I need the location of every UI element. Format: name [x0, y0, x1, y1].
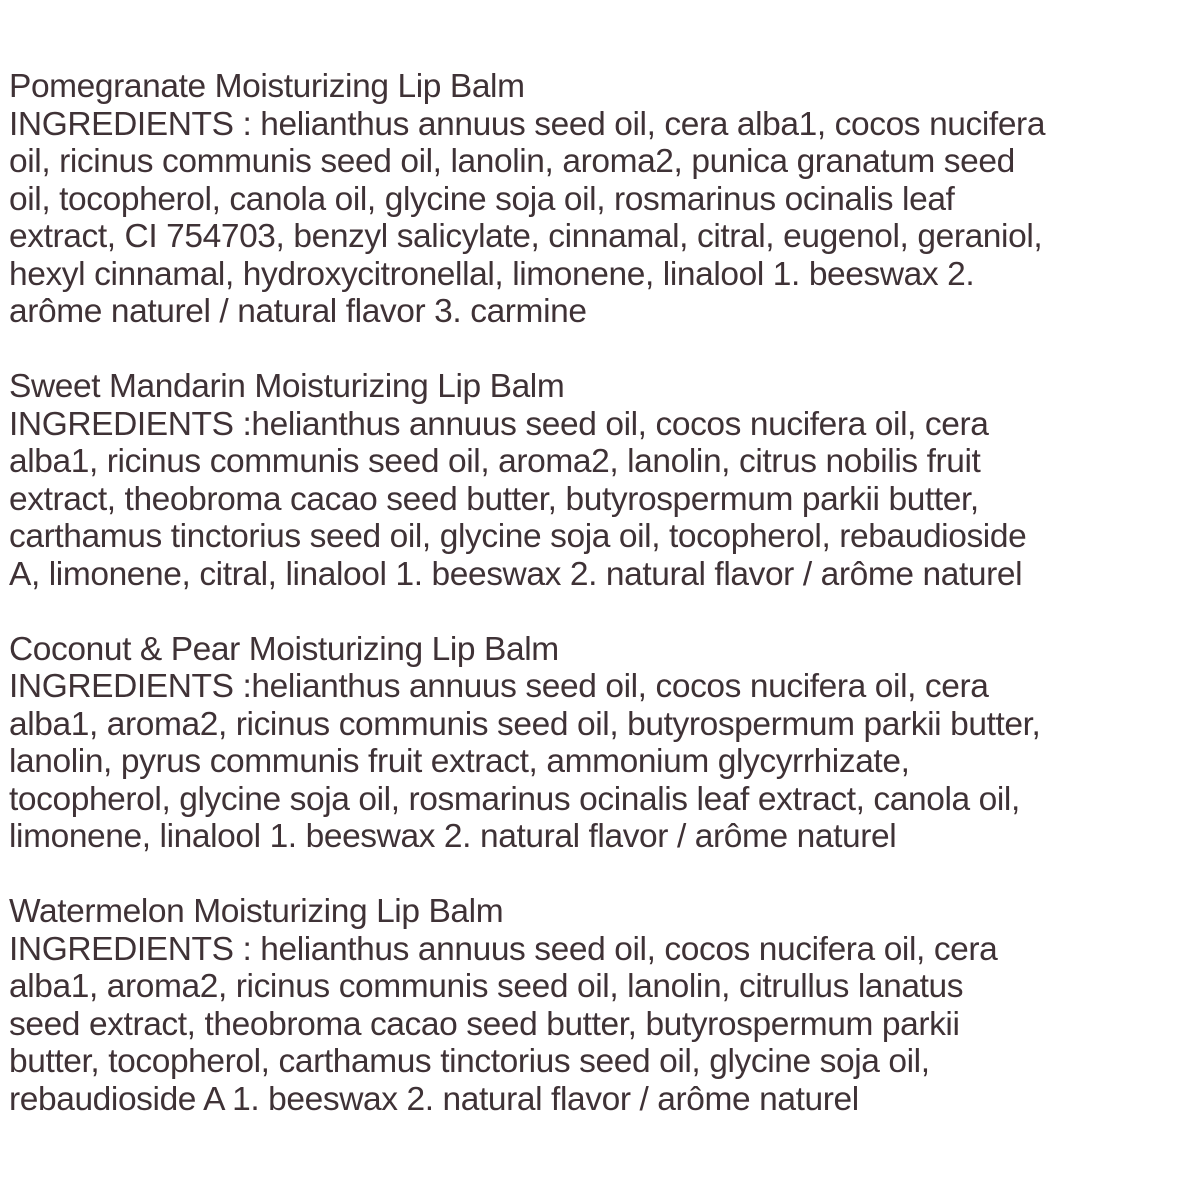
- ingredients-line: oil, ricinus communis seed oil, lanolin, aroma2, punica granatum seed: [9, 143, 1015, 180]
- product-coconut-pear: [9, 631, 1197, 856]
- ingredients-line: alba1, aroma2, ricinus communis seed oil, lanolin, citrullus lanatus: [9, 968, 964, 1005]
- ingredients-line: hexyl cinnamal, hydroxycitronellal, limonene, linalool 1. beeswax 2.: [9, 255, 975, 293]
- product-title: Pomegranate Moisturizing Lip Balm: [9, 68, 525, 105]
- ingredients-line: butter, tocopherol, carthamus tinctorius seed oil, glycine soja oil,: [9, 1043, 930, 1080]
- product-sweet-mandarin: [9, 368, 1197, 593]
- product-title: Coconut & Pear Moisturizing Lip Balm: [9, 630, 559, 668]
- ingredient-list-document: [9, 68, 1197, 1118]
- product-title: Sweet Mandarin Moisturizing Lip Balm: [9, 368, 565, 405]
- product-title: Watermelon Moisturizing Lip Balm: [9, 893, 504, 930]
- ingredients-line: tocopherol, glycine soja oil, rosmarinus ocinalis leaf extract, canola oil,: [9, 780, 1020, 818]
- ingredients-line: oil, tocopherol, canola oil, glycine soja oil, rosmarinus ocinalis leaf: [9, 180, 955, 218]
- product-pomegranate: [9, 68, 1197, 331]
- ingredients-line: carthamus tinctorius seed oil, glycine soja oil, tocopherol, rebaudioside: [9, 518, 1027, 555]
- ingredients-line: seed extract, theobroma cacao seed butter, butyrospermum parkii: [9, 1005, 960, 1043]
- ingredients-line: alba1, aroma2, ricinus communis seed oil, butyrospermum parkii butter,: [9, 705, 1041, 743]
- product-watermelon: [9, 893, 1197, 1118]
- ingredients-line: rebaudioside A 1. beeswax 2. natural flavor / arôme naturel: [9, 1080, 859, 1118]
- ingredients-line: INGREDIENTS :helianthus annuus seed oil, cocos nucifera oil, cera: [9, 405, 989, 443]
- ingredients-line: INGREDIENTS : helianthus annuus seed oil, cera alba1, cocos nucifera: [9, 105, 1046, 143]
- ingredients-line: limonene, linalool 1. beeswax 2. natural flavor / arôme naturel: [9, 818, 897, 855]
- ingredients-line: A, limonene, citral, linalool 1. beeswax 2. natural flavor / arôme naturel: [9, 555, 1023, 593]
- ingredients-line: alba1, ricinus communis seed oil, aroma2, lanolin, citrus nobilis fruit: [9, 443, 981, 480]
- ingredients-line: extract, theobroma cacao seed butter, butyrospermum parkii butter,: [9, 480, 979, 518]
- ingredients-line: INGREDIENTS : helianthus annuus seed oil, cocos nucifera oil, cera: [9, 930, 998, 968]
- ingredients-line: extract, CI 754703, benzyl salicylate, cinnamal, citral, eugenol, geraniol,: [9, 218, 1043, 255]
- ingredients-line: lanolin, pyrus communis fruit extract, ammonium glycyrrhizate,: [9, 743, 910, 780]
- ingredients-line: arôme naturel / natural flavor 3. carmine: [9, 293, 587, 330]
- ingredients-line: INGREDIENTS :helianthus annuus seed oil, cocos nucifera oil, cera: [9, 668, 989, 705]
